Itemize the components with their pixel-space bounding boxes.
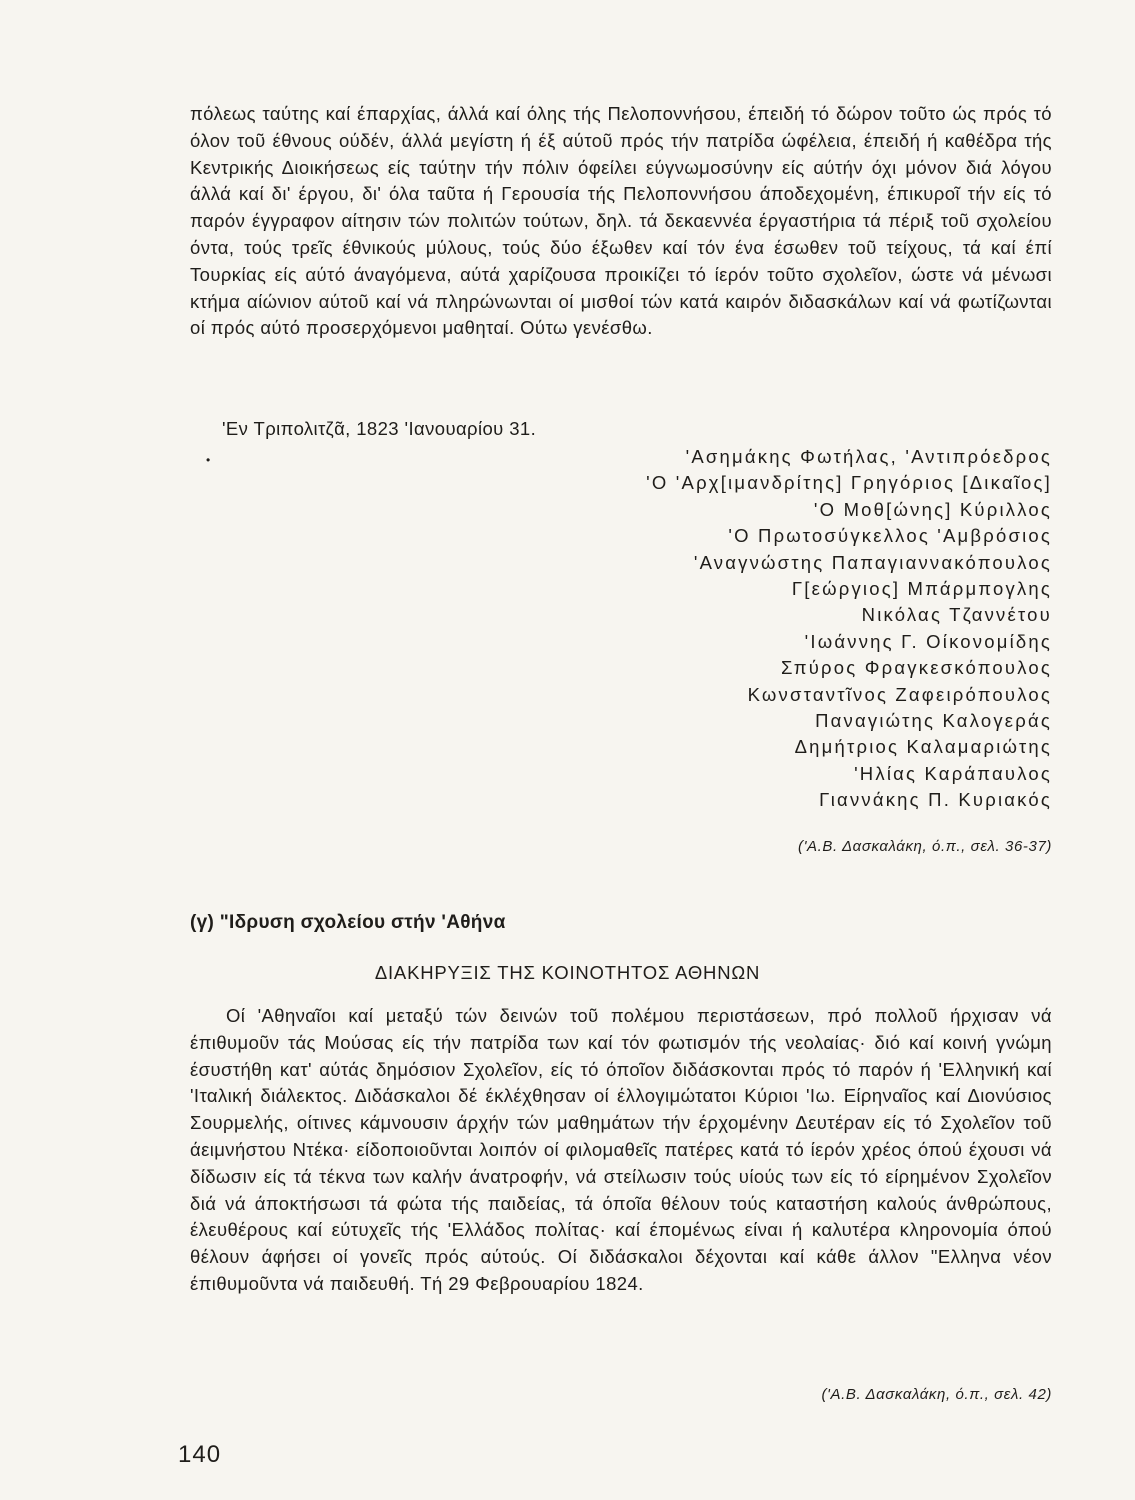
signature-line: Νικόλας Τζαννέτου bbox=[861, 604, 1052, 626]
signature-line: 'Ο 'Αρχ[ιμανδρίτης] Γρηγόριος [Δικαῖος] bbox=[646, 472, 1052, 494]
declaration-text: Οί 'Αθηναῖοι καί μεταξύ τών δεινών τοῦ πολέμου περιστάσεων, πρό πολλοῦ ήρχισαν νά έπιθυμοῦν τάς Μούσας είς τήν πατρίδα των καί τόν φωτισμόν τής νεολαίας· διό καί κοινή γνώμη έσυστήθη κατ' αύτάς δημόσιον Σχολεῖον, είς τό όποῖον διδάσκονται πρός τό παρόν ή 'Ελληνική καί 'Ιταλική διάλεκτος. Διδάσκαλοι δέ έκλέχθησαν οί έλλογιμώτατοι Κύριοι 'Ιω. Είρηναῖος καί Διονύσιος Σουρμελής, οίτινες κάμνουσιν άρχήν τών μαθημάτων τήν έρχομένην Δευτέραν είς τό Σχολεῖον τοῦ άειμνήστου Ντέκα· είδοποιοῦνται λοιπόν οί φιλομαθεῖς πατέρες κατά τό ίερόν χρέος όπού έχουσι νά δίδωσιν είς τά τέκνα των καλήν άνατροφήν, νά στείλωσιν τούς υίούς των είς τό είρημένον Σχολεῖον διά νά άποκτήσωσι τά φώτα τής παιδείας, τά όποῖα θέλουν τούς καταστήση καλούς άνθρώπους, έλευθέρους καί εύτυχεῖς τής 'Ελλάδος πολίτας· καί έπομένως είναι ή καλυτέρα κληρονομία όπού θέλουν άφήσει οί γονεῖς πρός αύτούς. Οί διδάσκαλοι δέχονται καί κάθε άλλον "Ελληνα νέον έπιθυμοῦντα νά παιδευθή. Τή 29 Φεβρουαρίου 1824. bbox=[190, 1005, 1052, 1294]
page-number: 140 bbox=[178, 1441, 222, 1468]
signature-line: Κωνσταντῖνος Ζαφειρόπουλος bbox=[747, 683, 1052, 705]
margin-mark: • bbox=[206, 453, 211, 467]
signature-line: Δημήτριος Καλαμαριώτης bbox=[794, 736, 1052, 758]
date-line: 'Εν Τριπολιτζᾶ, 1823 'Ιανουαρίου 31. bbox=[222, 418, 537, 439]
signature-line: 'Ιωάννης Γ. Οίκονομίδης bbox=[804, 630, 1052, 652]
signature-line: 'Αναγνώστης Παπαγιαννακόπουλος bbox=[693, 551, 1052, 573]
signature-line: Παναγιώτης Καλογεράς bbox=[815, 710, 1052, 732]
citation-source-1: ('Α.Β. Δασκαλάκη, ό.π., σελ. 36-37) bbox=[797, 838, 1052, 855]
citation-source-2: ('Α.Β. Δασκαλάκη, ό.π., σελ. 42) bbox=[821, 1386, 1052, 1403]
signature-line: 'Ηλίας Καράπαυλος bbox=[854, 762, 1052, 784]
declaration-title: ΔΙΑΚΗΡΥΞΙΣ ΤΗΣ ΚΟΙΝΟΤΗΤΟΣ ΑΘΗΝΩΝ bbox=[374, 962, 761, 983]
section-heading: (γ) "Ιδρυση σχολείου στήν 'Αθήνα bbox=[190, 912, 506, 933]
signature-line: Σπύρος Φραγκεσκόπουλος bbox=[781, 657, 1052, 679]
body-paragraph-senate-decree: πόλεως ταύτης καί έπαρχίας, άλλά καί όλης τής Πελοποννήσου, έπειδή τό δώρον τοῦτο ώς πρός τό όλον τοῦ έθνους ούδέν, άλλά μεγίστη ή έξ αύτοῦ πρός τήν πατρίδα ώφέλεια, έπειδή ή καθέδρα τής Κεντρικής Διοικήσεως είς ταύτην τήν πόλιν όφείλει εύγνωμοσύνην είς αύτήν όχι μόνον διά λόγου άλλά καί δι' έργου, δι' όλα ταῦτα ή Γερουσία τής Πελοποννήσου άποδεχομένη, έπικυροῖ τήν είς τό παρόν έγγραφον αίτησιν τών πολιτών τούτων, δηλ. τά δεκαεννέα έργαστήρια τά πέριξ τοῦ σχολείου όντα, τούς τρεῖς έθνικούς μύλους, τούς δύο έξωθεν καί τόν ένα έσωθεν τοῦ τείχους, τά καί έπί Τουρκίας είς αύτό άναγόμενα, αύτά χαρίζουσα προικίζει τό ίερόν τοῦτο σχολεῖον, ώστε νά μένωσι κτήμα αίώνιον αύτοῦ καί νά πληρώνωνται οί μισθοί τών κατά καιρόν διδασκάλων καί νά φωτίζωνται οί πρός αύτό προσερχόμενοι μαθηταί. Ούτω γενέσθω. bbox=[190, 103, 1052, 339]
signature-list bbox=[646, 444, 1052, 814]
signature-line: 'Ο Πρωτοσύγκελλος 'Αμβρόσιος bbox=[728, 525, 1052, 547]
signature-line: Γιαννάκης Π. Κυριακός bbox=[819, 789, 1052, 811]
signature-line: 'Ασημάκης Φωτήλας, 'Αντιπρόεδρος bbox=[685, 446, 1052, 467]
signature-line: Γ[εώργιος] Μπάρμπογλης bbox=[791, 578, 1052, 600]
body-paragraph-athens-declaration bbox=[190, 1003, 1052, 1298]
signature-line: 'Ο Μοθ[ώνης] Κύριλλος bbox=[813, 498, 1052, 520]
